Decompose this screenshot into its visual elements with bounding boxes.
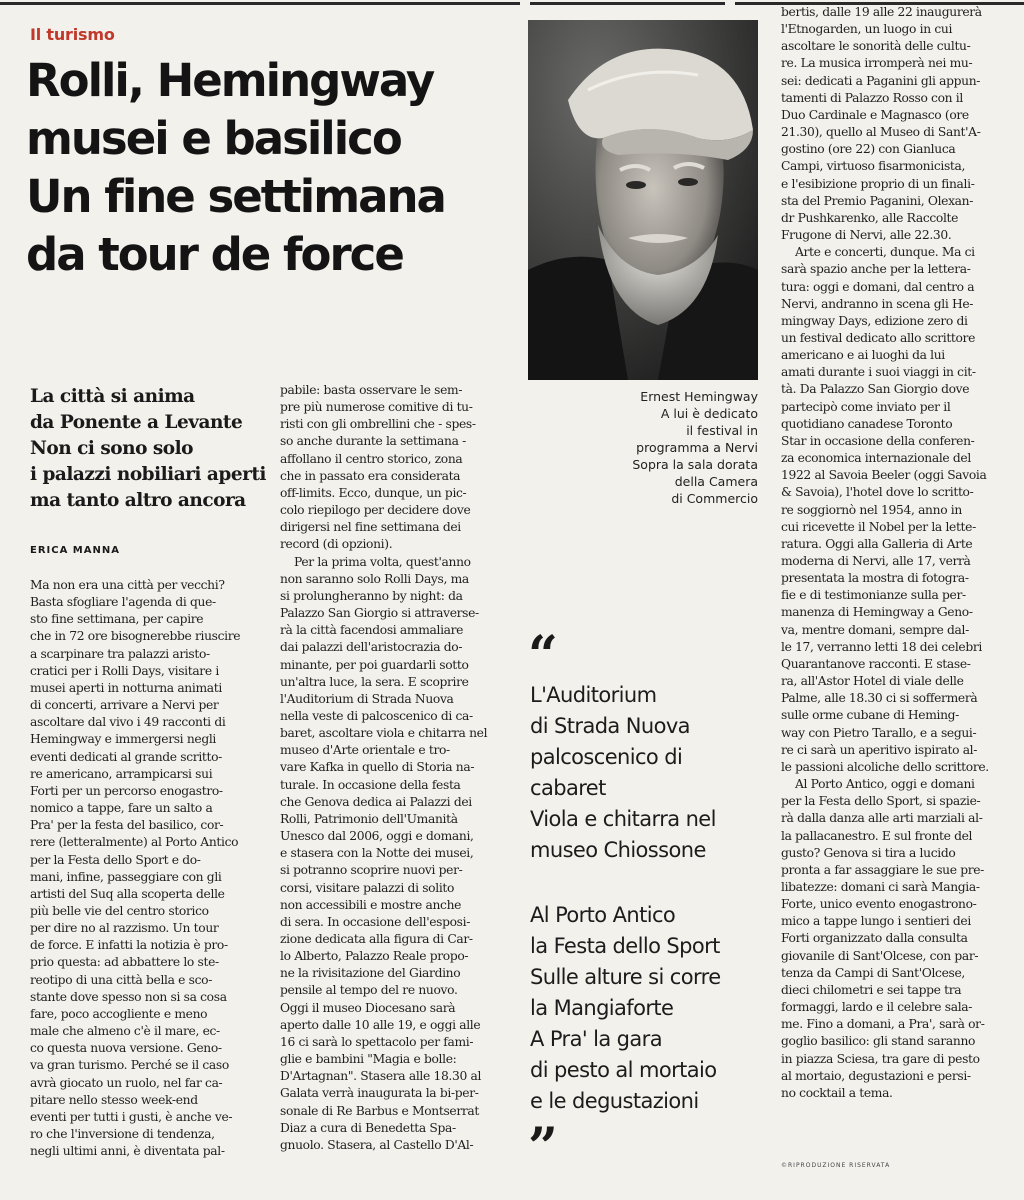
- body-text-line: va gran turismo. Perché se il caso: [30, 1058, 229, 1073]
- body-text-line: l'Auditorium di Strada Nuova: [280, 691, 454, 706]
- body-text-line: stante dove spesso non si sa cosa: [30, 989, 227, 1004]
- body-text-line: non saranno solo Rolli Days, ma: [280, 571, 469, 586]
- copyright-notice: ©RIPRODUZIONE RISERVATA: [781, 1162, 891, 1169]
- body-text-line: ascoltare le sonorità delle cultu-: [781, 39, 971, 54]
- pull-quote-open-mark: “: [528, 625, 552, 686]
- body-text-line: Ma non era una città per vecchi?: [30, 578, 225, 592]
- body-text-line: za economica internazionale del: [781, 451, 971, 466]
- body-text-line: ne la rivisitazione del Giardino: [280, 966, 461, 981]
- headline-line: Rolli, Hemingway: [26, 54, 434, 107]
- body-text-line: Quarantanove racconti. E stase-: [781, 656, 971, 671]
- section-kicker: Il turismo: [30, 25, 115, 44]
- body-text-line: Palazzo San Giorgio si attraverse-: [280, 606, 479, 621]
- article-column-1: [30, 577, 268, 1160]
- body-text-line: e l'esibizione proprio di un finali-: [781, 176, 975, 191]
- body-text-line: 16 ci sarà lo spettacolo per fami-: [280, 1034, 474, 1049]
- body-text-line: affollano il centro storico, zona: [280, 451, 463, 466]
- pull-quote-line: la Festa dello Sport: [530, 934, 720, 958]
- body-text-line: 21.30), quello al Museo di Sant'A-: [781, 125, 981, 140]
- body-text-line: le passioni alcoliche dello scrittore.: [781, 759, 989, 774]
- body-text-line: per la Festa dello Sport e do-: [30, 852, 201, 867]
- body-text-line: ascoltare dal vivo i 49 racconti di: [30, 715, 226, 730]
- body-text-line: ro che l'inversione di tendenza,: [30, 1127, 215, 1141]
- author-byline: ERICA MANNA: [30, 545, 120, 556]
- body-text-line: sonale di Re Barbus e Montserrat: [280, 1103, 479, 1118]
- body-text-line: fie e di testimonianze sulla per-: [781, 588, 966, 603]
- body-text-line: dai palazzi dell'aristocrazia do-: [280, 640, 463, 655]
- body-text-line: museo d'Arte orientale e tro-: [280, 743, 450, 758]
- body-text-line: Arte e concerti, dunque. Ma ci: [795, 245, 975, 260]
- body-text-line: tà. Da Palazzo San Giorgio dove: [781, 382, 970, 397]
- body-text-line: Forte, unico evento enogastrono-: [781, 897, 977, 912]
- pull-quote-close-mark: ”: [528, 1117, 552, 1178]
- body-text-line: baret, ascoltare viola e chitarra nel: [280, 726, 488, 741]
- pull-quote-block-2: [530, 900, 770, 1117]
- caption-line: il festival in: [686, 423, 758, 438]
- body-text-line: D'Artagnan". Stasera alle 18.30 al: [280, 1069, 482, 1084]
- pull-quote-line: palcoscenico di: [530, 745, 683, 769]
- body-text-line: Unesco dal 2006, oggi e domani,: [280, 829, 474, 844]
- body-text-line: quotidiano canadese Toronto: [781, 416, 953, 431]
- body-text-line: mico a tappe lungo i sentieri dei: [781, 914, 971, 929]
- body-text-line: giovanile di Sant'Olcese, con par-: [781, 948, 979, 963]
- body-text-line: no cocktail a tema.: [781, 1085, 893, 1100]
- body-text-line: reotipo di una città bella e sco-: [30, 972, 213, 987]
- body-text-line: rà la città facendosi ammaliare: [280, 623, 464, 638]
- body-text-line: way con Pietro Tarallo, e a segui-: [781, 725, 977, 740]
- body-text-line: manenza di Hemingway a Geno-: [781, 605, 973, 620]
- body-text-line: gnuolo. Stasera, al Castello D'Al-: [280, 1137, 474, 1152]
- body-text-line: off-limits. Ecco, dunque, un pic-: [280, 485, 467, 500]
- body-text-line: artisti del Suq alla scoperta delle: [30, 886, 225, 901]
- body-text-line: Al Porto Antico, oggi e domani: [795, 777, 975, 792]
- body-text-line: sarà spazio anche per la lettera-: [781, 262, 971, 277]
- body-text-line: nella veste di palcoscenico di ca-: [280, 708, 473, 723]
- pull-quote-line: Viola e chitarra nel: [530, 807, 716, 831]
- body-text-line: corsi, visitare palazzi di solito: [280, 880, 455, 895]
- pull-quote-line: cabaret: [530, 776, 606, 800]
- body-text-line: libatezze: domani ci sarà Mangia-: [781, 879, 980, 894]
- body-text-line: formaggi, lardo e il celebre sala-: [781, 1000, 973, 1015]
- body-text-line: sto fine settimana, per capire: [30, 612, 204, 627]
- body-text-line: per dire no al razzismo. Un tour: [30, 921, 219, 936]
- body-text-line: partecipò come inviato per il: [781, 399, 951, 414]
- body-text-line: va, mentre domani, sempre dal-: [781, 622, 969, 637]
- body-text-line: le 17, verranno letti 18 dei celebri: [781, 639, 982, 654]
- body-text-line: so anche durante la settimana -: [280, 434, 466, 449]
- body-text-line: Basta sfogliare l'agenda di que-: [30, 595, 216, 610]
- caption-line: Ernest Hemingway: [640, 389, 758, 404]
- body-text-line: pensile al tempo del re nuovo.: [280, 983, 458, 998]
- article-column-3: [781, 4, 1016, 1102]
- body-text-line: mingway Days, edizione zero di: [781, 313, 968, 328]
- body-text-line: presentata la mostra di fotogra-: [781, 571, 969, 586]
- pull-quote-block-1: [530, 680, 770, 866]
- body-text-line: gusto? Genova si tira a lucido: [781, 845, 956, 860]
- body-text-line: tura: oggi e domani, dal centro a: [781, 279, 975, 294]
- body-text-line: eventi per tutti i gusti, è anche ve-: [30, 1109, 233, 1124]
- body-text-line: Diaz a cura di Benedetta Spa-: [280, 1120, 456, 1135]
- body-text-line: me. Fino a domani, a Pra', sarà or-: [781, 1017, 985, 1032]
- pull-quote-line: A Pra' la gara: [530, 1027, 662, 1051]
- body-text-line: nomico a tappe, fare un salto a: [30, 801, 213, 816]
- body-text-line: che in passato era considerata: [280, 468, 461, 483]
- body-text-line: più belle vie del centro storico: [30, 903, 209, 918]
- subhead-line: Non ci sono solo: [30, 438, 193, 459]
- body-text-line: di sera. In occasione dell'esposi-: [280, 914, 471, 929]
- body-text-line: Palme, alle 18.30 ci si soffermerà: [781, 691, 978, 706]
- body-text-line: a scarpinare tra palazzi aristo-: [30, 646, 210, 661]
- body-text-line: fare, poco accogliente e meno: [30, 1006, 208, 1021]
- body-text-line: pitare nello stesso week-end: [30, 1092, 198, 1107]
- body-text-line: minante, per poi guardarli sotto: [280, 657, 469, 672]
- body-text-line: americano e ai luoghi da lui: [781, 348, 945, 363]
- body-text-line: zione dedicata alla figura di Car-: [280, 932, 473, 946]
- body-text-line: pre più numerose comitive di tu-: [280, 400, 473, 415]
- caption-line: di Commercio: [671, 491, 758, 506]
- headline-line: musei e basilico: [26, 112, 401, 165]
- body-text-line: record (di opzioni).: [280, 537, 393, 552]
- subhead-line: i palazzi nobiliari aperti: [30, 464, 266, 485]
- body-text-line: che Genova dedica ai Palazzi dei: [280, 794, 472, 809]
- body-text-line: tamenti di Palazzo Rosso con il: [781, 90, 963, 105]
- body-text-line: vare Kafka in quello di Storia na-: [280, 760, 475, 775]
- headline-line: da tour de force: [26, 228, 403, 281]
- body-text-line: bertis, dalle 19 alle 22 inaugurerà: [781, 5, 982, 19]
- headline-line: Un fine settimana: [26, 170, 445, 223]
- body-text-line: co questa nuova versione. Geno-: [30, 1041, 222, 1056]
- body-text-line: musei aperti in notturna animati: [30, 680, 222, 695]
- pull-quote-line: Sulle alture si corre: [530, 965, 721, 989]
- body-text-line: de force. E infatti la notizia è pro-: [30, 938, 228, 953]
- pull-quote-line: museo Chiossone: [530, 838, 706, 862]
- body-text-line: Forti per un percorso enogastro-: [30, 783, 223, 798]
- body-text-line: si prolungheranno by night: da: [280, 588, 463, 603]
- body-text-line: cratici per i Rolli Days, visitare i: [30, 663, 219, 678]
- body-text-line: Per la prima volta, quest'anno: [294, 554, 471, 569]
- body-text-line: dirigersi nel fine settimana dei: [280, 520, 461, 535]
- body-text-line: Campi, virtuoso fisarmonicista,: [781, 159, 966, 174]
- caption-line: Sopra la sala dorata: [632, 457, 758, 472]
- subhead-line: da Ponente a Levante: [30, 412, 243, 433]
- body-text-line: amati durante i suoi viaggi in cit-: [781, 365, 976, 380]
- headline: [26, 52, 516, 284]
- body-text-line: sta del Premio Paganini, Olexan-: [781, 193, 974, 208]
- portrait-illustration: [528, 20, 758, 380]
- body-text-line: lo Alberto, Palazzo Reale propo-: [280, 949, 469, 964]
- body-text-line: pronta a far assaggiare le sue pre-: [781, 862, 984, 877]
- photo-caption: [560, 388, 758, 507]
- caption-line: della Camera: [674, 474, 758, 489]
- body-text-line: 1922 al Savoia Beeler (oggi Savoia: [781, 468, 987, 483]
- body-text-line: Frugone di Nervi, alle 22.30.: [781, 228, 952, 243]
- body-text-line: Forti organizzato dalla consulta: [781, 931, 968, 946]
- body-text-line: l'Etnogarden, un luogo in cui: [781, 22, 953, 37]
- body-text-line: non accessibili e mostre anche: [280, 897, 462, 912]
- subhead-line: ma tanto altro ancora: [30, 490, 246, 511]
- body-text-line: re ci sarà un aperitivo ispirato al-: [781, 742, 978, 757]
- body-text-line: avrà giocato un ruolo, nel far ca-: [30, 1075, 223, 1090]
- body-text-line: la pallacanestro. E sul fronte del: [781, 828, 973, 843]
- pull-quote-line: di pesto al mortaio: [530, 1058, 717, 1082]
- body-text-line: sulle orme cubane di Heming-: [781, 708, 959, 723]
- caption-line: programma a Nervi: [636, 440, 758, 455]
- body-text-line: cui ricevette il Nobel per la lette-: [781, 519, 976, 534]
- body-text-line: per la Festa dello Sport, si spazie-: [781, 794, 981, 809]
- caption-line: A lui è dedicato: [660, 406, 758, 421]
- pull-quote-line: e le degustazioni: [530, 1089, 699, 1113]
- body-text-line: moderna di Nervi, alle 17, verrà: [781, 554, 971, 568]
- body-text-line: male che almeno c'è il mare, ec-: [30, 1024, 220, 1039]
- body-text-line: Galata verrà inaugurata la bi-per-: [280, 1086, 479, 1101]
- body-text-line: & Savoia), l'hotel dove lo scritto-: [781, 485, 974, 500]
- body-text-line: goglio basilico: gli stand saranno: [781, 1034, 976, 1049]
- body-text-line: di concerti, arrivare a Nervi per: [30, 698, 219, 713]
- body-text-line: un'altra luce, la sera. E scoprire: [280, 674, 469, 689]
- pull-quote-line: Al Porto Antico: [530, 903, 676, 927]
- body-text-line: ratura. Oggi alla Galleria di Arte: [781, 536, 973, 551]
- body-text-line: Oggi il museo Diocesano sarà: [280, 1000, 456, 1015]
- body-text-line: aperto dalle 10 alle 19, e oggi alle: [280, 1017, 481, 1032]
- body-text-line: si potranno scoprire nuovi per-: [280, 863, 463, 878]
- body-text-line: colo riepilogo per decidere dove: [280, 503, 471, 518]
- body-text-line: re. La musica irromperà nei mu-: [781, 56, 973, 71]
- body-text-line: ra, all'Astor Hotel di viale delle: [781, 674, 964, 689]
- body-text-line: negli ultimi anni, è diventata pal-: [30, 1144, 225, 1159]
- body-text-line: glie e bambini "Magia e bolle:: [280, 1052, 457, 1067]
- subhead-line: La città si anima: [30, 386, 195, 407]
- body-text-line: tenza da Campi di Sant'Olcese,: [781, 965, 965, 980]
- body-text-line: Rolli, Patrimonio dell'Umanità: [280, 811, 458, 826]
- pull-quote-line: di Strada Nuova: [530, 714, 690, 738]
- body-text-line: dieci chilometri e sei tappe tra: [781, 982, 962, 997]
- body-text-line: Pra' per la festa del basilico, cor-: [30, 818, 224, 833]
- body-text-line: gostino (ore 22) con Gianluca: [781, 142, 956, 157]
- body-text-line: mani, infine, passeggiare con gli: [30, 869, 222, 884]
- body-text-line: un festival dedicato allo scrittore: [781, 330, 976, 345]
- body-text-line: che in 72 ore bisognerebbe riuscire: [30, 629, 241, 644]
- body-text-line: turale. In occasione della festa: [280, 777, 461, 792]
- article-column-2: [280, 382, 518, 1154]
- body-text-line: rere (letteralmente) al Porto Antico: [30, 835, 239, 850]
- body-text-line: Star in occasione della conferen-: [781, 433, 975, 448]
- body-text-line: e stasera con la Notte dei musei,: [280, 846, 474, 861]
- subheadline: [30, 384, 270, 514]
- body-text-line: eventi dedicati al grande scritto-: [30, 749, 222, 764]
- pull-quote-line: la Mangiaforte: [530, 996, 674, 1020]
- body-text-line: Duo Cardinale e Magnasco (ore: [781, 107, 969, 122]
- body-text-line: re soggiornò nel 1954, anno in: [781, 502, 962, 517]
- body-text-line: pabile: basta osservare le sem-: [280, 383, 463, 397]
- body-text-line: Hemingway e immergersi negli: [30, 732, 217, 747]
- body-text-line: sei: dedicati a Paganini gli appun-: [781, 73, 981, 88]
- body-text-line: prio questa: ad abbattere lo ste-: [30, 955, 219, 970]
- body-text-line: risti con gli ombrellini che - spes-: [280, 417, 476, 432]
- body-text-line: al mortaio, degustazioni e persi-: [781, 1068, 971, 1083]
- body-text-line: Nervi, andranno in scena gli He-: [781, 296, 974, 311]
- hemingway-portrait-photo: [528, 20, 758, 380]
- pull-quote-line: L'Auditorium: [530, 683, 657, 707]
- body-text-line: re americano, arrampicarsi sui: [30, 766, 213, 781]
- body-text-line: rà dalla danza alle arti marziali al-: [781, 811, 983, 826]
- body-text-line: in piazza Sciesa, tra gare di pesto: [781, 1051, 980, 1066]
- body-text-line: dr Pushkarenko, alle Raccolte: [781, 210, 959, 225]
